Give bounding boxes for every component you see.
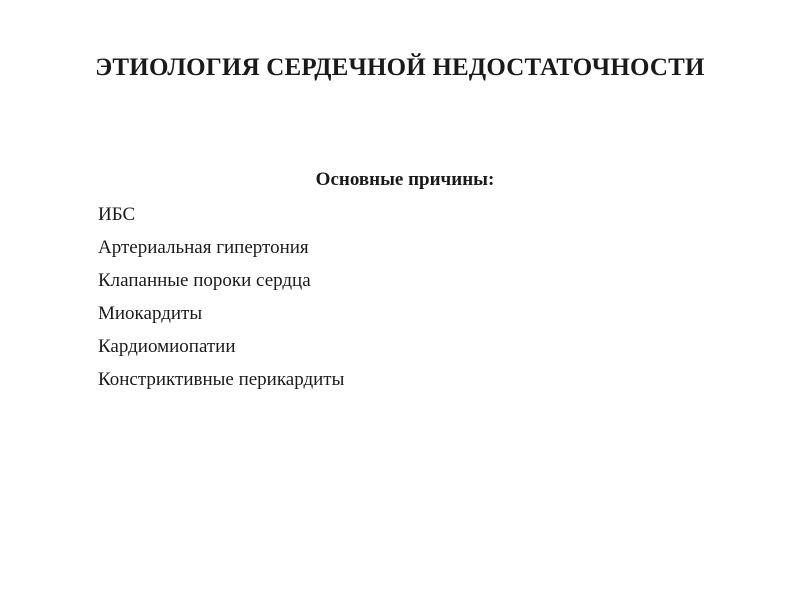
causes-list xyxy=(98,198,344,396)
list-item: Кардиомиопатии xyxy=(98,336,236,357)
list-item: Клапанные пороки сердца xyxy=(98,270,311,291)
section-subtitle: Основные причины: xyxy=(315,169,495,190)
list-item: Артериальная гипертония xyxy=(98,237,309,258)
list-item: Миокардиты xyxy=(98,303,203,324)
list-item: ИБС xyxy=(98,204,136,225)
slide-title: ЭТИОЛОГИЯ СЕРДЕЧНОЙ НЕДОСТАТОЧНОСТИ xyxy=(95,54,705,81)
list-item: Констриктивные перикардиты xyxy=(98,369,345,390)
